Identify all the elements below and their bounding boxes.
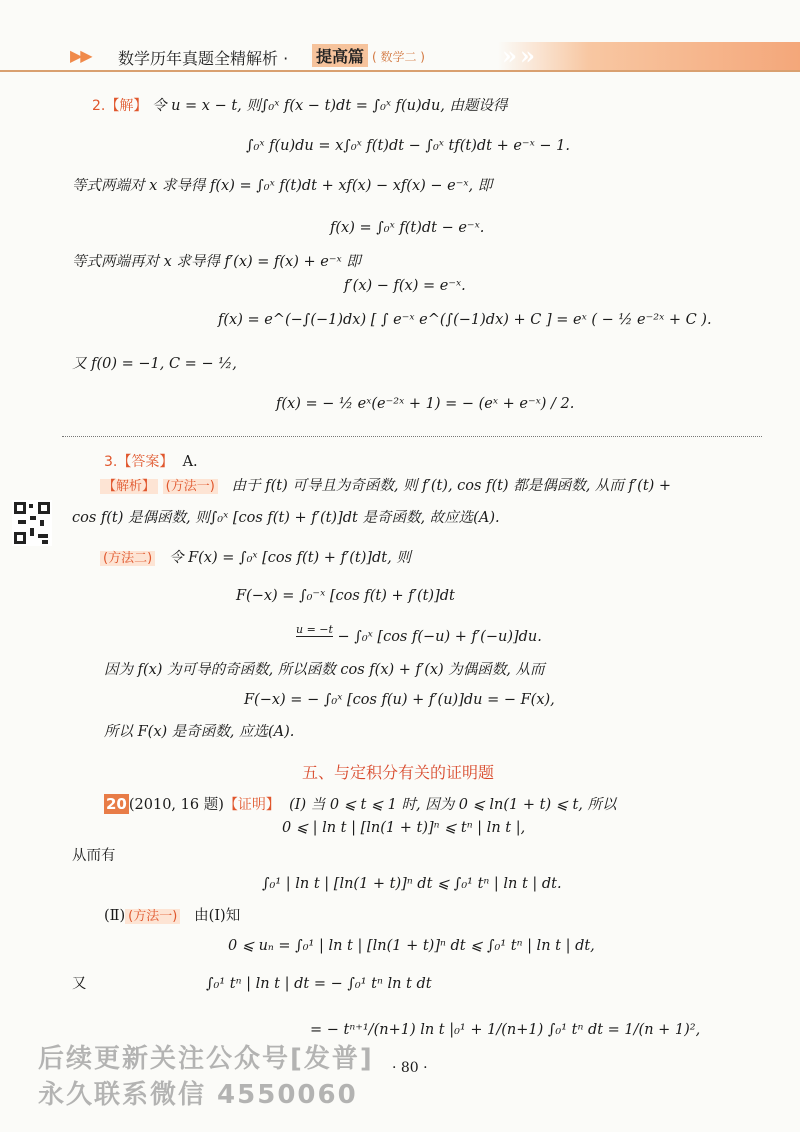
- chevron-right-icon: »: [520, 41, 535, 70]
- equation: ∫₀ˣ f(u)du = x∫₀ˣ f(t)dt − ∫₀ˣ tf(t)dt + e⁻ˣ − 1.: [246, 138, 570, 154]
- problem-3-answer: 3.【答案】 A.: [104, 454, 198, 470]
- dotted-separator: [62, 436, 762, 437]
- problem-3-analysis: 【解析】 (方法一) 由于 f(t) 可导且为奇函数, 则 f′(t), cos f(t) 都是偶函数, 从而 f′(t) +: [100, 476, 671, 497]
- method-two-line: (方法二) 令 F(x) = ∫₀ˣ [cos f(t) + f′(t)]dt, 则: [100, 548, 411, 569]
- method-tag: (方法一): [125, 909, 180, 924]
- equation: u = −t − ∫₀ˣ [cos f(−u) + f′(−u)]du.: [296, 623, 542, 645]
- equation: f(x) = ∫₀ˣ f(t)dt − e⁻ˣ.: [330, 220, 485, 236]
- watermark-line-2: 永久联系微信 4550060: [38, 1080, 358, 1110]
- text-line: 所以 F(x) 是奇函数, 应选(A).: [104, 724, 295, 740]
- solution-tag: 2.【解】: [92, 98, 148, 114]
- method-tag: (方法二): [100, 551, 155, 566]
- answer-tag: 3.【答案】: [104, 454, 174, 470]
- text-line: 又: [72, 976, 87, 992]
- equation: f(x) = e^(−∫(−1)dx) [ ∫ e⁻ˣ e^(∫(−1)dx) + C ] = eˣ ( − ½ e⁻²ˣ + C ).: [218, 312, 712, 328]
- equation: f′(x) − f(x) = e⁻ˣ.: [344, 278, 466, 294]
- question-number: 20: [106, 795, 127, 813]
- analysis-tag: 【解析】: [100, 479, 158, 494]
- text-line: 等式两端对 x 求导得 f(x) = ∫₀ˣ f(t)dt + xf(x) − xf(x) − e⁻ˣ, 即: [72, 178, 493, 194]
- problem-2-line-1: 2.【解】 令 u = x − t, 则∫₀ˣ f(x − t)dt = ∫₀ˣ f(u)du, 由题设得: [92, 98, 508, 114]
- text-line: 又 f(0) = −1, C = − ½,: [72, 356, 237, 372]
- page-number: · 80 ·: [392, 1060, 428, 1076]
- proof-tag: 【证明】: [223, 797, 280, 813]
- equation: f(x) = − ½ eˣ(e⁻²ˣ + 1) = − (eˣ + e⁻ˣ) / 2.: [276, 396, 575, 412]
- chevron-decoration: [498, 42, 800, 70]
- book-subtitle: 提高篇: [312, 44, 368, 67]
- double-arrow-icon: ▶▶: [70, 46, 91, 65]
- chevron-right-icon: »: [502, 41, 517, 70]
- equation: 0 ⩽ | ln t | [ln(1 + t)]ⁿ ⩽ tⁿ | ln t |,: [282, 820, 526, 836]
- equation: 0 ⩽ uₙ = ∫₀¹ | ln t | [ln(1 + t)]ⁿ dt ⩽ ∫₀¹ tⁿ | ln t | dt,: [228, 938, 595, 954]
- book-title: 数学历年真题全精解析 ·: [118, 49, 289, 68]
- method-tag: (方法一): [163, 479, 218, 494]
- qr-code-icon: [12, 500, 52, 546]
- equation: F(−x) = − ∫₀ˣ [cos f(u) + f′(u)]du = − F(x),: [244, 692, 555, 708]
- section-heading: 五、与定积分有关的证明题: [302, 763, 495, 782]
- text-line: 等式两端再对 x 求导得 f′(x) = f(x) + e⁻ˣ 即: [72, 254, 361, 270]
- problem-20-line-1: 20 (2010, 16 题)【证明】 (Ⅰ) 当 0 ⩽ t ⩽ 1 时, 因为 0 ⩽ ln(1 + t) ⩽ t, 所以: [106, 795, 617, 813]
- text-line: cos f(t) 是偶函数, 则∫₀ˣ [cos f(t) + f′(t)]dt 是奇函数, 故应选(A).: [72, 510, 500, 526]
- part-two-line: (Ⅱ) (方法一) 由(Ⅰ)知: [104, 908, 241, 924]
- equation: F(−x) = ∫₀⁻ˣ [cos f(t) + f′(t)]dt: [236, 588, 455, 604]
- text-line: 因为 f(x) 为可导的奇函数, 所以函数 cos f(x) + f′(x) 为偶函数, 从而: [104, 662, 545, 678]
- page-header: [0, 38, 800, 74]
- book-tag: ( 数学二 ): [372, 50, 425, 64]
- equation: = − tⁿ⁺¹/(n+1) ln t |₀¹ + 1/(n+1) ∫₀¹ tⁿ dt = 1/(n + 1)²,: [310, 1022, 701, 1038]
- equation: ∫₀¹ tⁿ | ln t | dt = − ∫₀¹ tⁿ ln t dt: [206, 976, 432, 992]
- equation: ∫₀¹ | ln t | [ln(1 + t)]ⁿ dt ⩽ ∫₀¹ tⁿ | ln t | dt.: [262, 876, 562, 892]
- watermark-line-1: 后续更新关注公众号[发普]: [38, 1044, 374, 1074]
- text-line: 从而有: [72, 848, 116, 864]
